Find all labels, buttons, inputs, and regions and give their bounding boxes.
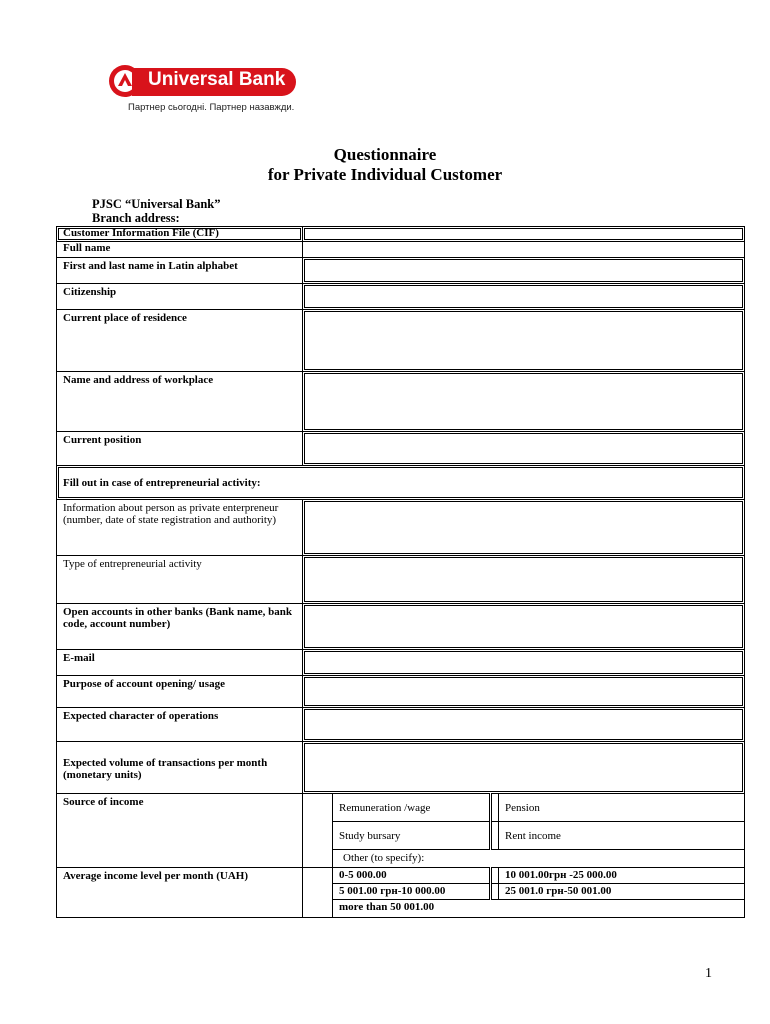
income-source-label: Source of income bbox=[57, 794, 303, 868]
residence-field[interactable] bbox=[303, 310, 745, 372]
cif-label: Customer Information File (CIF) bbox=[57, 227, 303, 242]
bank-logo-name: Universal Bank bbox=[148, 69, 286, 90]
volume-field[interactable] bbox=[303, 742, 745, 794]
other-accounts-label: Open accounts in other banks (Bank name, bank code, account number) bbox=[57, 604, 303, 650]
avg-income-label: Average income level per month (UAH) bbox=[57, 868, 303, 918]
income-level-3[interactable]: 5 001.00 грн-10 000.00 bbox=[333, 884, 491, 900]
income-option-divider bbox=[491, 794, 499, 822]
income-level-1[interactable]: 0-5 000.00 bbox=[333, 868, 491, 884]
purpose-field[interactable] bbox=[303, 676, 745, 708]
email-field[interactable] bbox=[303, 650, 745, 676]
citizenship-label: Citizenship bbox=[57, 284, 303, 310]
position-field[interactable] bbox=[303, 432, 745, 466]
residence-label: Current place of residence bbox=[57, 310, 303, 372]
latin-name-label: First and last name in Latin alphabet bbox=[57, 258, 303, 284]
other-accounts-field[interactable] bbox=[303, 604, 745, 650]
citizenship-field[interactable] bbox=[303, 284, 745, 310]
full-name-field[interactable] bbox=[303, 242, 745, 258]
income-level-2[interactable]: 10 001.00грн -25 000.00 bbox=[499, 868, 745, 884]
questionnaire-table bbox=[56, 226, 745, 918]
income-option-pension[interactable]: Pension bbox=[499, 794, 745, 822]
entrepreneur-info-field[interactable] bbox=[303, 500, 745, 556]
bank-logo bbox=[108, 64, 308, 116]
operations-field[interactable] bbox=[303, 708, 745, 742]
branch-address-label: Branch address: bbox=[92, 211, 180, 225]
volume-label: Expected volume of transactions per month (monetary units) bbox=[57, 742, 303, 794]
entrepreneur-info-label: Information about person as private enterpreneur (number, date of state registration and authority) bbox=[57, 500, 303, 556]
bank-name-line: PJSC “Universal Bank” bbox=[92, 197, 221, 211]
income-level-4[interactable]: 25 001.0 грн-50 001.00 bbox=[499, 884, 745, 900]
income-level-5[interactable]: more than 50 001.00 bbox=[333, 900, 745, 918]
full-name-label: Full name bbox=[57, 242, 303, 258]
workplace-field[interactable] bbox=[303, 372, 745, 432]
questionnaire-form bbox=[56, 226, 744, 918]
workplace-label: Name and address of workplace bbox=[57, 372, 303, 432]
form-title: Questionnaire bbox=[333, 145, 437, 164]
position-label: Current position bbox=[57, 432, 303, 466]
income-option-remuneration[interactable]: Remuneration /wage bbox=[333, 794, 491, 822]
income-level-divider bbox=[491, 884, 499, 900]
income-option-rent[interactable]: Rent income bbox=[499, 822, 745, 850]
form-subtitle: for Private Individual Customer bbox=[267, 165, 503, 184]
income-source-spacer bbox=[303, 794, 333, 868]
email-label: E-mail bbox=[57, 650, 303, 676]
operations-label: Expected character of operations bbox=[57, 708, 303, 742]
income-option-study[interactable]: Study bursary bbox=[333, 822, 491, 850]
entrepreneur-type-label: Type of entrepreneurial activity bbox=[57, 556, 303, 604]
income-level-divider bbox=[491, 868, 499, 884]
avg-income-spacer bbox=[303, 868, 333, 918]
cif-field[interactable] bbox=[303, 227, 745, 242]
entrepreneur-section-header: Fill out in case of entrepreneurial activity: bbox=[57, 466, 745, 500]
income-option-other[interactable]: Other (to specify): bbox=[333, 850, 745, 868]
latin-name-field[interactable] bbox=[303, 258, 745, 284]
purpose-label: Purpose of account opening/ usage bbox=[57, 676, 303, 708]
bank-logo-tagline: Партнер сьогодні. Партнер назавжди. bbox=[128, 102, 295, 113]
page-number: 1 bbox=[705, 966, 712, 981]
income-option-divider bbox=[491, 822, 499, 850]
entrepreneur-type-field[interactable] bbox=[303, 556, 745, 604]
